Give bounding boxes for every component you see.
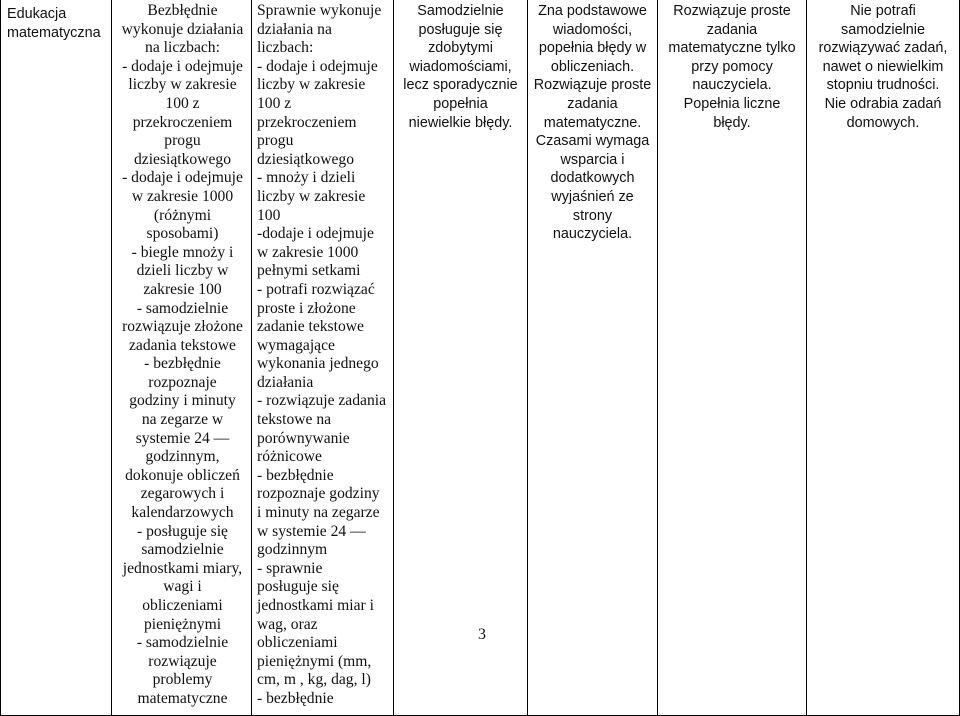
criteria-text: Bezbłędnie wykonuje działania na liczbach: - dodaje i odejmuje liczby w zakresie 100 z przekroczeniem progu dziesiątkowego - dodaje i odejmuje w zakresie 1000 (różnymi sposobami) - biegle mnoży i dzieli liczby w zakresie 100 - samodzielnie rozwiązuje złożone zadania tekstowe - bezbłędnie rozpoznaje godziny i minuty na zegarze w systemie 24 — godzinnym, dokonuje obliczeń zegarowych i kalendarzowych - posługuje się samodzielnie jednostkami miary, wagi i obliczeniami pieniężnymi - samodzielnie rozwiązuje problemy matematyczne bbox=[121, 2, 244, 707]
criteria-cell-level-6 bbox=[807, 0, 960, 716]
criteria-cell-level-4 bbox=[528, 0, 658, 716]
criteria-cell-level-1 bbox=[112, 0, 252, 716]
criteria-cell-level-5 bbox=[658, 0, 807, 716]
subject-name: Edukacja matematyczna bbox=[7, 6, 101, 41]
criteria-cell-level-2 bbox=[252, 0, 394, 716]
criteria-text: Rozwiązuje proste zadania matematyczne tylko przy pomocy nauczyciela. Popełnia liczne błędy. bbox=[668, 3, 796, 131]
criteria-text: Sprawnie wykonuje działania na liczbach: - dodaje i odejmuje liczby w zakresie 100 z przekroczeniem progu dziesiątkowego - mnoży i dzieli liczby w zakresie 100 -dodaje i odejmuje w zakresie 1000 pełnymi setkami - potrafi rozwiązać proste i złożone zadanie tekstowe wymagające wykonania jednego działania - rozwiązuje zadania tekstowe na porównywanie różnicowe - bezbłędnie rozpoznaje godziny i minuty na zegarze w systemie 24 — godzinnym - sprawnie posługuje się jednostkami miar i wag, oraz obliczeniami pieniężnymi (mm, cm, m , kg, dag, l) - bezbłędnie bbox=[257, 2, 386, 707]
table-row bbox=[1, 0, 960, 716]
criteria-text: Samodzielnie posługuje się zdobytymi wiadomościami, lecz sporadycznie popełnia niewielkie błędy. bbox=[403, 3, 518, 131]
criteria-text: Zna podstawowe wiadomości, popełnia błędy w obliczeniach. Rozwiązuje proste zadania matematyczne. Czasami wymaga wsparcia i dodatkowych wyjaśnień ze strony nauczyciela. bbox=[533, 3, 652, 243]
page-number: 3 bbox=[478, 626, 486, 643]
criteria-cell-level-3 bbox=[394, 0, 528, 716]
criteria-text: Nie potrafi samodzielnie rozwiązywać zadań, nawet o niewielkim stopniu trudności. Nie odrabia zadań domowych. bbox=[818, 3, 948, 131]
subject-cell bbox=[1, 0, 112, 716]
